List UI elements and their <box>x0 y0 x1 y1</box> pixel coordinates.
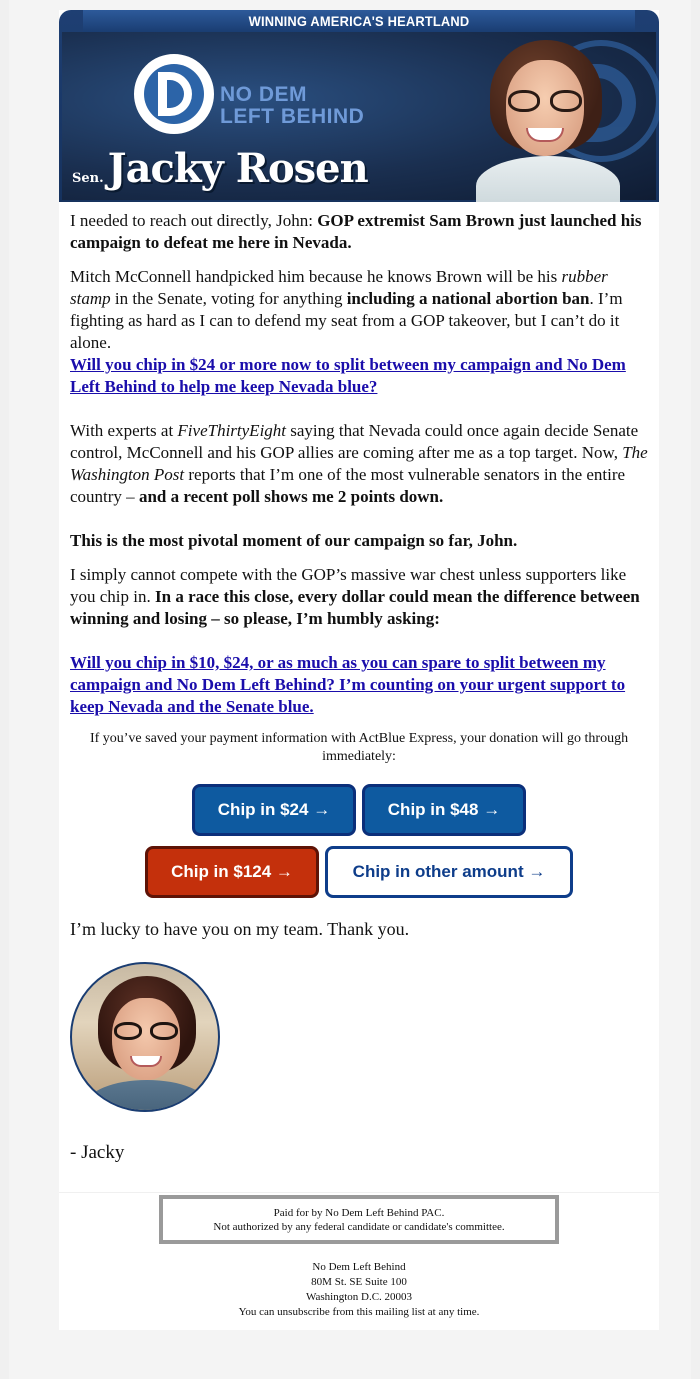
logo-line-1: NO DEM <box>220 83 307 106</box>
paid-line-2: Not authorized by any federal candidate or candidate's committee. <box>213 1221 505 1233</box>
chip-in-124-button[interactable]: Chip in $124 → <box>145 846 319 898</box>
signature-avatar <box>70 962 220 1112</box>
senator-prefix: Sen. <box>72 171 104 186</box>
donate-button-row-1 <box>70 784 648 836</box>
banner-tagline: WINNING AMERICA'S HEARTLAND <box>83 10 635 32</box>
paragraph-polls: With experts at FiveThirtyEight saying that Nevada could once again decide Senate control, McConnell and his GOP allies are coming after me as a top target. Now, The Washington Post reports that I’m one of the most vulnerable senators in the entire country – and a recent poll shows me 2 points down. <box>70 421 648 506</box>
donate-button-row-2 <box>70 846 648 898</box>
chip-in-48-button[interactable]: Chip in $48 → <box>362 784 526 836</box>
banner-body <box>62 32 656 200</box>
logo-line-2: LEFT BEHIND <box>220 105 365 128</box>
page-background <box>9 0 691 1379</box>
thank-you-text: I’m lucky to have you on my team. Thank you. <box>70 919 410 939</box>
senator-portrait <box>482 32 614 200</box>
no-dem-logo-icon <box>134 54 214 134</box>
donate-link-1[interactable]: Will you chip in $24 or more now to split between my campaign and No Dem Left Behind to help me keep Nevada blue? <box>70 355 626 396</box>
unsubscribe-link[interactable]: You can unsubscribe from this mailing list at any time. <box>238 1306 480 1318</box>
email-footer <box>59 1192 659 1330</box>
chip-in-other-button[interactable]: Chip in other amount → <box>325 846 573 898</box>
paragraph-war-chest: I simply cannot compete with the GOP’s massive war chest unless supporters like you chip in. In a race this close, every dollar could mean the difference between winning and losing – so please, I’m humbly asking: <box>70 565 640 628</box>
paragraph-intro: I needed to reach out directly, John: GOP extremist Sam Brown just launched his campaign to defeat me here in Nevada. <box>70 211 642 252</box>
signoff: - Jacky <box>70 1142 125 1163</box>
paid-for-disclaimer <box>159 1195 559 1244</box>
city-address: Washington D.C. 20003 <box>305 1291 413 1303</box>
street-address: 80M St. SE Suite 100 <box>311 1276 407 1288</box>
donate-link-1-wrap <box>70 354 648 398</box>
donate-link-2-wrap <box>70 652 648 718</box>
header-banner <box>59 10 659 202</box>
actblue-express-note: If you’ve saved your payment information with ActBlue Express, your donation will go through immediately: <box>89 731 629 764</box>
email-container <box>59 10 659 1330</box>
mailing-address <box>59 1260 659 1320</box>
donate-link-2[interactable]: Will you chip in $10, $24, or as much as you can spare to split between my campaign and No Dem Left Behind? I’m counting on your urgent support to keep Nevada and the Senate blue. <box>70 653 626 716</box>
paragraph-pivotal: This is the most pivotal moment of our campaign so far, John. <box>70 531 518 550</box>
org-name: No Dem Left Behind <box>312 1261 406 1273</box>
paragraph-mcconnell: Mitch McConnell handpicked him because he knows Brown will be his rubber stamp in the Senate, voting for anything including a national abortion ban. I’m fighting as hard as I can to defend my seat from a GOP takeover, but I can’t do it alone. <box>70 267 623 352</box>
senator-title <box>72 145 368 192</box>
paid-line-1: Paid for by No Dem Left Behind PAC. <box>273 1207 445 1219</box>
logo-text <box>220 84 364 128</box>
senator-name: Jacky Rosen <box>107 145 368 192</box>
email-body <box>59 202 659 1164</box>
chip-in-24-button[interactable]: Chip in $24 → <box>192 784 356 836</box>
